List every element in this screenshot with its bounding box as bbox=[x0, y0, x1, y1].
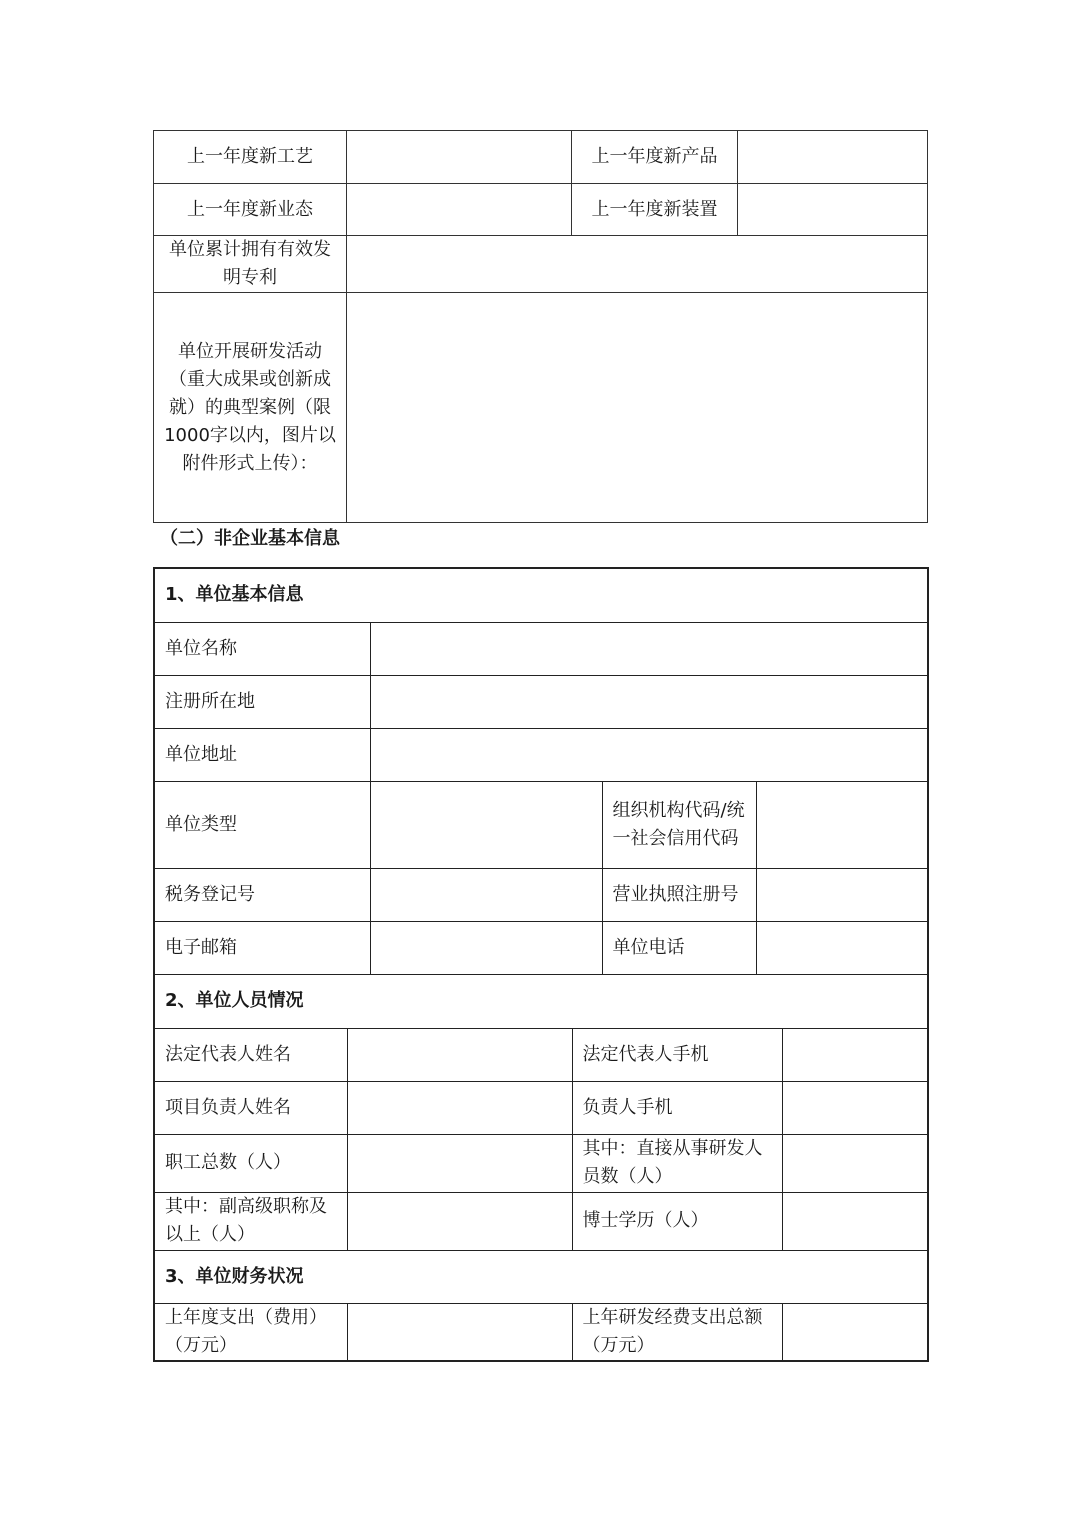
label-phd: 博士学历（人） bbox=[572, 1192, 782, 1250]
senior-title-field[interactable] bbox=[347, 1192, 572, 1250]
pm-mobile-field[interactable] bbox=[782, 1081, 928, 1134]
new-business-field[interactable] bbox=[347, 184, 572, 236]
section-heading: （二）非企业基本信息 bbox=[160, 528, 340, 549]
label-rd-expense-total: 上年研发经费支出总额（万元） bbox=[572, 1303, 782, 1361]
label-senior-title: 其中：副高级职称及以上（人） bbox=[154, 1192, 347, 1250]
label-org-code: 组织机构代码/统一社会信用代码 bbox=[602, 781, 756, 868]
label-unit-name: 单位名称 bbox=[154, 622, 370, 675]
new-process-field[interactable] bbox=[347, 131, 572, 184]
section-finance: 3、单位财务状况 bbox=[154, 1250, 928, 1303]
new-device-field[interactable] bbox=[738, 184, 928, 236]
label-legal-rep-mobile: 法定代表人手机 bbox=[572, 1028, 782, 1081]
legal-rep-name-field[interactable] bbox=[347, 1028, 572, 1081]
rd-expense-total-field[interactable] bbox=[782, 1303, 928, 1361]
label-last-year-expense: 上年度支出（费用）（万元） bbox=[154, 1303, 347, 1361]
label-legal-rep-name: 法定代表人姓名 bbox=[154, 1028, 347, 1081]
label-tax-no: 税务登记号 bbox=[154, 868, 370, 921]
staff-total-field[interactable] bbox=[347, 1134, 572, 1192]
new-product-field[interactable] bbox=[738, 131, 928, 184]
last-year-expense-field[interactable] bbox=[347, 1303, 572, 1361]
rd-staff-field[interactable] bbox=[782, 1134, 928, 1192]
section-staff: 2、单位人员情况 bbox=[154, 974, 928, 1028]
label-patents: 单位累计拥有有效发明专利 bbox=[154, 236, 347, 293]
label-new-business: 上一年度新业态 bbox=[154, 184, 347, 236]
legal-rep-mobile-field[interactable] bbox=[782, 1028, 928, 1081]
unit-name-field[interactable] bbox=[370, 622, 928, 675]
org-code-field[interactable] bbox=[756, 781, 928, 868]
license-no-field[interactable] bbox=[756, 868, 928, 921]
label-unit-type: 单位类型 bbox=[154, 781, 370, 868]
pm-name-field[interactable] bbox=[347, 1081, 572, 1134]
label-unit-address: 单位地址 bbox=[154, 728, 370, 781]
label-email: 电子邮箱 bbox=[154, 921, 370, 974]
section-basic-info: 1、单位基本信息 bbox=[154, 568, 928, 622]
label-staff-total: 职工总数（人） bbox=[154, 1134, 347, 1192]
phone-field[interactable] bbox=[756, 921, 928, 974]
label-license-no: 营业执照注册号 bbox=[602, 868, 756, 921]
reg-location-field[interactable] bbox=[370, 675, 928, 728]
phd-field[interactable] bbox=[782, 1192, 928, 1250]
label-new-device: 上一年度新装置 bbox=[572, 184, 738, 236]
label-reg-location: 注册所在地 bbox=[154, 675, 370, 728]
email-field[interactable] bbox=[370, 921, 602, 974]
non-enterprise-info-table bbox=[153, 567, 929, 1362]
rd-cases-field[interactable] bbox=[347, 293, 928, 523]
tax-no-field[interactable] bbox=[370, 868, 602, 921]
label-new-process: 上一年度新工艺 bbox=[154, 131, 347, 184]
label-new-product: 上一年度新产品 bbox=[572, 131, 738, 184]
label-pm-mobile: 负责人手机 bbox=[572, 1081, 782, 1134]
innovation-table bbox=[153, 130, 928, 523]
unit-address-field[interactable] bbox=[370, 728, 928, 781]
unit-type-field[interactable] bbox=[370, 781, 602, 868]
label-rd-cases: 单位开展研发活动（重大成果或创新成就）的典型案例（限1000字以内，图片以附件形式上传）： bbox=[154, 293, 347, 523]
label-phone: 单位电话 bbox=[602, 921, 756, 974]
patents-field[interactable] bbox=[347, 236, 928, 293]
label-pm-name: 项目负责人姓名 bbox=[154, 1081, 347, 1134]
label-rd-staff: 其中：直接从事研发人员数（人） bbox=[572, 1134, 782, 1192]
